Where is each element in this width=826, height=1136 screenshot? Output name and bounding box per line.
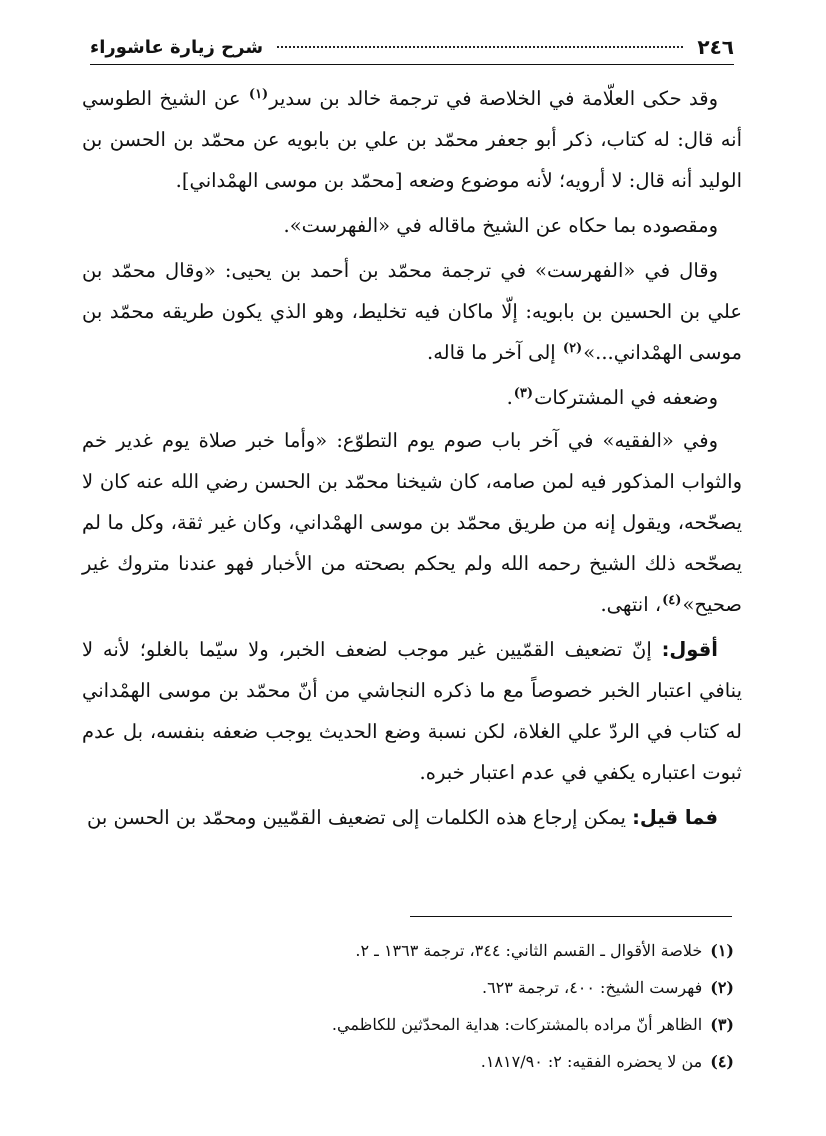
footnote-text: من لا يحضره الفقيه: ٢: ١٨١٧/٩٠.	[480, 1052, 703, 1071]
footnote-ref[interactable]: (٢)	[562, 340, 583, 356]
paragraph-text: وفي «الفقيه» في آخر باب صوم يوم التطوّع: «وأما خبر صلاة يوم غدير خم والثواب المذكور فيه لمن صامه، كان شيخنا محمّد بن الحسن رضي الله عنه كان لا يصحّحه، ويقول إنه من طريق محمّد بن موسى الهمْداني، وكان غير ثقة، وكل ما لم يصحّحه ذلك الشيخ رحمه الله ولم يحكم بصحته من الأخبار فهو عندنا متروك غير صحيح»	[82, 429, 742, 616]
paragraph-text: إلى آخر ما قاله.	[427, 341, 562, 364]
page-number: ٢٤٦	[697, 35, 734, 59]
paragraph-text: ومقصوده بما حكاه عن الشيخ ماقاله في «الفهرست».	[283, 214, 718, 237]
footnote-ref[interactable]: (٤)	[662, 592, 682, 608]
footnotes	[82, 932, 734, 1080]
lead-word: فما قيل:	[632, 806, 718, 829]
paragraph	[82, 629, 742, 793]
footnote-number: (١)	[710, 941, 734, 960]
paragraph	[82, 205, 742, 246]
lead-word: أقول:	[661, 638, 718, 661]
paragraph-text: ، انتهى.	[600, 593, 662, 616]
footnote-number: (٤)	[710, 1052, 734, 1071]
footnote-number: (٣)	[710, 1015, 734, 1034]
footnote-ref[interactable]: (٣)	[513, 385, 534, 401]
paragraph	[82, 797, 742, 838]
running-title: شرح زيارة عاشوراء	[90, 36, 264, 58]
paragraph-text: وقد حكى العلّامة في الخلاصة في ترجمة خالد بن سدير	[269, 87, 718, 110]
footnote-text: فهرست الشيخ: ٤٠٠، ترجمة ٦٢٣.	[481, 978, 703, 997]
paragraph-text: وضعفه في المشتركات	[534, 386, 718, 409]
paragraph	[82, 377, 742, 418]
footnote	[82, 932, 734, 969]
footnote	[82, 969, 734, 1006]
footnote-ref[interactable]: (١)	[248, 86, 269, 102]
footnote	[82, 1006, 734, 1043]
running-header	[90, 30, 734, 65]
footnote-text: خلاصة الأقوال ـ القسم الثاني: ٣٤٤، ترجمة ١٣٦٣ ـ ٢.	[355, 941, 703, 960]
paragraph-text: .	[506, 386, 513, 409]
main-text	[82, 78, 742, 842]
footnote	[82, 1043, 734, 1080]
paragraph-text: إنّ تضعيف القمّيين غير موجب لضعف الخبر، ولا سيّما بالغلو؛ لأنه لا ينافي اعتبار الخبر خصوصاً مع ما ذكره النجاشي من أنّ محمّد بن موسى الهمْداني له كتاب في الردّ علي الغلاة، لكن نسبة وضع الحديث يوجب ضعفه بنفسه، بل عدم ثبوت اعتباره يكفي في عدم اعتبار خبره.	[82, 638, 742, 784]
footnote-number: (٢)	[710, 978, 734, 997]
paragraph	[82, 420, 742, 625]
footnote-separator	[410, 916, 732, 917]
paragraph-text: يمكن إرجاع هذه الكلمات إلى تضعيف القمّيين ومحمّد بن الحسن بن	[87, 806, 633, 829]
footnote-text: الظاهر أنّ مراده بالمشتركات: هداية المحدّثين للكاظمي.	[331, 1015, 703, 1034]
paragraph	[82, 250, 742, 373]
header-dotted-leader	[277, 46, 683, 48]
paragraph	[82, 78, 742, 201]
paragraph-text: وقال في «الفهرست» في ترجمة محمّد بن أحمد بن يحيى: «وقال محمّد بن علي بن الحسين بن بابويه: إلّا ماكان فيه تخليط، وهو الذي يكون طريقه محمّد بن موسى الهمْداني...»	[82, 259, 742, 364]
paragraph-text: عن الشيخ الطوسي أنه قال: له كتاب، ذكر أبو جعفر محمّد بن علي بن بابويه عن محمّد بن الحسن بن الوليد أنه قال: لا أرويه؛ لأنه موضوع وضعه [محمّد بن موسى الهمْداني].	[82, 87, 742, 192]
